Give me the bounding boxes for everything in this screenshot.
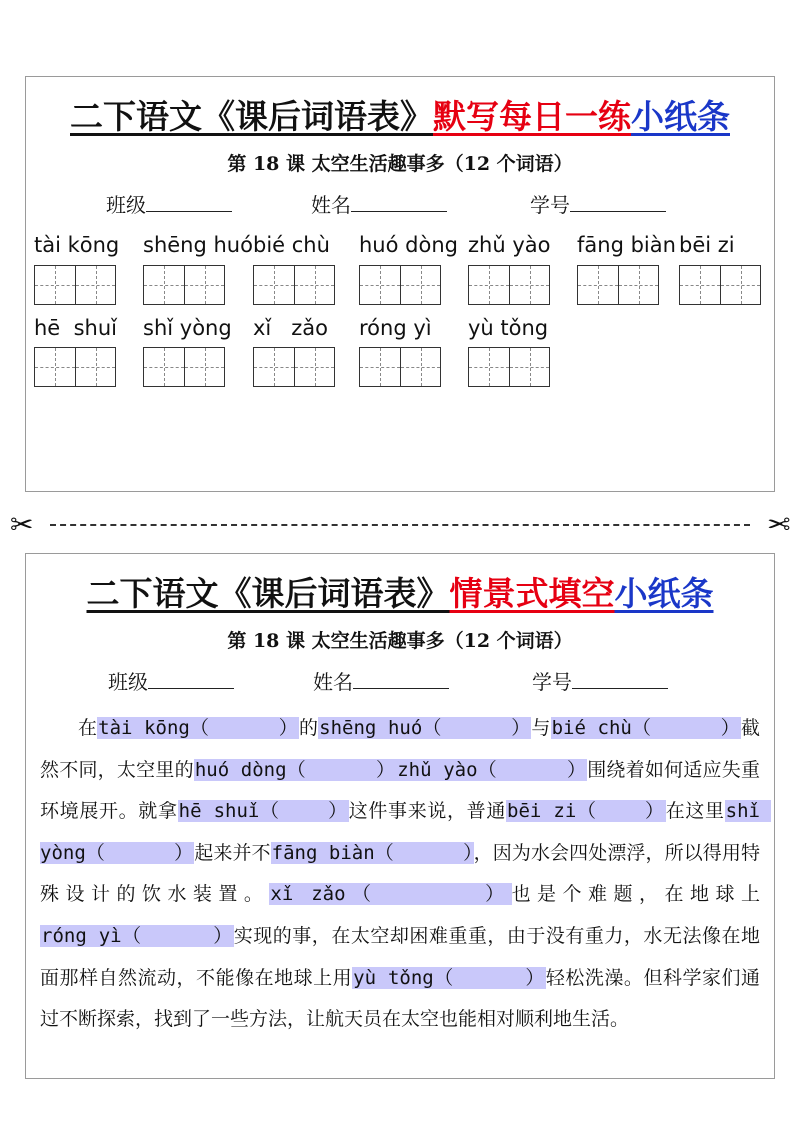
pinyin-blank[interactable]: zhǔ yào（ ） bbox=[397, 758, 587, 781]
writing-cell[interactable] bbox=[144, 348, 184, 386]
paragraph-text: 的 bbox=[298, 717, 319, 739]
name-label: 姓名 bbox=[311, 193, 351, 217]
class-blank[interactable] bbox=[146, 191, 232, 212]
pinyin-blank[interactable]: huó dòng（ ） bbox=[194, 758, 396, 781]
title-part-3: 小纸条 bbox=[614, 574, 714, 613]
title-part-3: 小纸条 bbox=[631, 97, 730, 136]
word-pinyin: bié chù bbox=[253, 233, 330, 257]
paragraph-text: 截然不同，太空里的 bbox=[40, 717, 760, 781]
scissors-icon: ✂ bbox=[10, 508, 34, 541]
writing-cell[interactable] bbox=[400, 266, 440, 304]
pinyin-blank[interactable]: fāng biàn（ ） bbox=[271, 841, 473, 864]
paragraph-text: 这件事来说，普通 bbox=[348, 800, 507, 823]
fill-blank-paragraph bbox=[40, 708, 772, 1041]
writing-cell[interactable] bbox=[400, 348, 440, 386]
writing-cell[interactable] bbox=[184, 348, 224, 386]
paragraph-text: 在 bbox=[78, 717, 98, 739]
id-field[interactable] bbox=[532, 666, 668, 695]
paragraph-text: ，因为水会四处漂浮，所以得用特殊设计的饮水装置。 bbox=[40, 841, 760, 906]
class-blank[interactable] bbox=[148, 668, 234, 689]
word-pinyin: huó dòng bbox=[359, 233, 458, 257]
word-pinyin: fāng biàn bbox=[577, 233, 676, 257]
writing-grid[interactable] bbox=[34, 265, 116, 305]
lesson-subtitle: 第 18 课 太空生活趣事多（12 个词语） bbox=[227, 153, 573, 175]
class-label: 班级 bbox=[106, 193, 146, 217]
writing-cell[interactable] bbox=[360, 266, 400, 304]
paragraph-text: 也是个难题，在地球上 bbox=[511, 883, 760, 906]
dictation-card bbox=[25, 76, 775, 492]
writing-grid[interactable] bbox=[359, 347, 441, 387]
card-title bbox=[26, 91, 774, 138]
writing-cell[interactable] bbox=[75, 266, 115, 304]
lesson-subtitle: 第 18 课 太空生活趣事多（12 个词语） bbox=[227, 630, 573, 652]
writing-cell[interactable] bbox=[509, 348, 549, 386]
word-pinyin: shǐ yòng bbox=[143, 316, 232, 340]
class-label: 班级 bbox=[108, 670, 148, 694]
name-blank[interactable] bbox=[351, 191, 447, 212]
pinyin-blank[interactable]: tài kōng（ ） bbox=[98, 717, 298, 739]
writing-cell[interactable] bbox=[618, 266, 658, 304]
pinyin-blank[interactable]: bēi zi（ ） bbox=[507, 800, 665, 823]
name-field[interactable] bbox=[313, 666, 449, 695]
fill-blank-card bbox=[25, 553, 775, 1079]
id-label: 学号 bbox=[532, 670, 572, 694]
word-pinyin: xǐ zǎo bbox=[253, 316, 329, 340]
writing-cell[interactable] bbox=[509, 266, 549, 304]
paragraph-text: 在这里 bbox=[665, 800, 725, 823]
writing-grid[interactable] bbox=[468, 347, 550, 387]
writing-grid[interactable] bbox=[577, 265, 659, 305]
writing-cell[interactable] bbox=[254, 266, 294, 304]
writing-cell[interactable] bbox=[294, 348, 334, 386]
writing-cell[interactable] bbox=[578, 266, 618, 304]
writing-cell[interactable] bbox=[75, 348, 115, 386]
word-pinyin: tài kōng bbox=[34, 233, 120, 257]
paragraph-text: 轻松洗澡。但科学家们通过不断探索，找到了一些方法，让航天员在太空也能相对顺利地生活。 bbox=[40, 966, 760, 1031]
writing-grid[interactable] bbox=[143, 347, 225, 387]
writing-grid[interactable] bbox=[679, 265, 761, 305]
writing-grid[interactable] bbox=[253, 347, 335, 387]
writing-grid[interactable] bbox=[34, 347, 116, 387]
scissors-icon: ✂ bbox=[766, 508, 790, 541]
writing-cell[interactable] bbox=[294, 266, 334, 304]
writing-cell[interactable] bbox=[469, 266, 509, 304]
title-part-1: 二下语文《课后词语表》 bbox=[70, 97, 433, 136]
writing-grid[interactable] bbox=[468, 265, 550, 305]
writing-cell[interactable] bbox=[720, 266, 760, 304]
pinyin-blank[interactable]: shēng huó（ ） bbox=[319, 717, 531, 739]
dashed-line bbox=[50, 524, 750, 526]
title-part-2: 情景式填空 bbox=[449, 574, 615, 613]
name-label: 姓名 bbox=[313, 670, 353, 694]
pinyin-blank[interactable]: xǐ zǎo（ ） bbox=[270, 883, 511, 906]
id-label: 学号 bbox=[530, 193, 570, 217]
cut-line bbox=[10, 510, 790, 540]
writing-cell[interactable] bbox=[184, 266, 224, 304]
paragraph-text: 起来并不 bbox=[194, 841, 271, 864]
paragraph-text: 实现的事，在太空却困难重重，由于没有重力，水无法像在地面那样自然流动，不能像在地球上用 bbox=[40, 924, 760, 989]
word-pinyin: hē shuǐ bbox=[34, 316, 117, 340]
card-title bbox=[26, 568, 774, 615]
pinyin-blank[interactable]: shǐ yòng（ ） bbox=[40, 800, 772, 864]
writing-cell[interactable] bbox=[35, 348, 75, 386]
word-pinyin: róng yì bbox=[359, 316, 432, 340]
paragraph-text: 与 bbox=[531, 717, 551, 739]
word-pinyin: yù tǒng bbox=[468, 316, 549, 340]
word-pinyin: bēi zi bbox=[679, 233, 735, 257]
writing-grid[interactable] bbox=[359, 265, 441, 305]
writing-grid[interactable] bbox=[143, 265, 225, 305]
pinyin-blank[interactable]: róng yì（ ） bbox=[41, 924, 233, 947]
title-part-1: 二下语文《课后词语表》 bbox=[86, 574, 450, 613]
title-part-2: 默写每日一练 bbox=[433, 97, 631, 136]
pinyin-blank[interactable]: yù tǒng（ ） bbox=[353, 966, 545, 989]
writing-grid[interactable] bbox=[253, 265, 335, 305]
word-pinyin: zhǔ yào bbox=[468, 233, 551, 257]
writing-cell[interactable] bbox=[469, 348, 509, 386]
pinyin-blank[interactable]: hē shuǐ（ ） bbox=[178, 800, 348, 823]
id-blank[interactable] bbox=[572, 668, 668, 689]
name-field[interactable] bbox=[311, 189, 447, 218]
writing-cell[interactable] bbox=[35, 266, 75, 304]
name-blank[interactable] bbox=[353, 668, 449, 689]
id-blank[interactable] bbox=[570, 191, 666, 212]
pinyin-blank[interactable]: bié chù（ ） bbox=[551, 717, 740, 739]
writing-cell[interactable] bbox=[254, 348, 294, 386]
id-field[interactable] bbox=[530, 189, 666, 218]
class-field[interactable] bbox=[108, 666, 234, 695]
writing-cell[interactable] bbox=[144, 266, 184, 304]
word-pinyin: shēng huó bbox=[143, 233, 253, 257]
paragraph-text: 围绕着如何适应失重环境展开。就拿 bbox=[40, 758, 760, 823]
writing-cell[interactable] bbox=[680, 266, 720, 304]
writing-cell[interactable] bbox=[360, 348, 400, 386]
class-field[interactable] bbox=[106, 189, 232, 218]
